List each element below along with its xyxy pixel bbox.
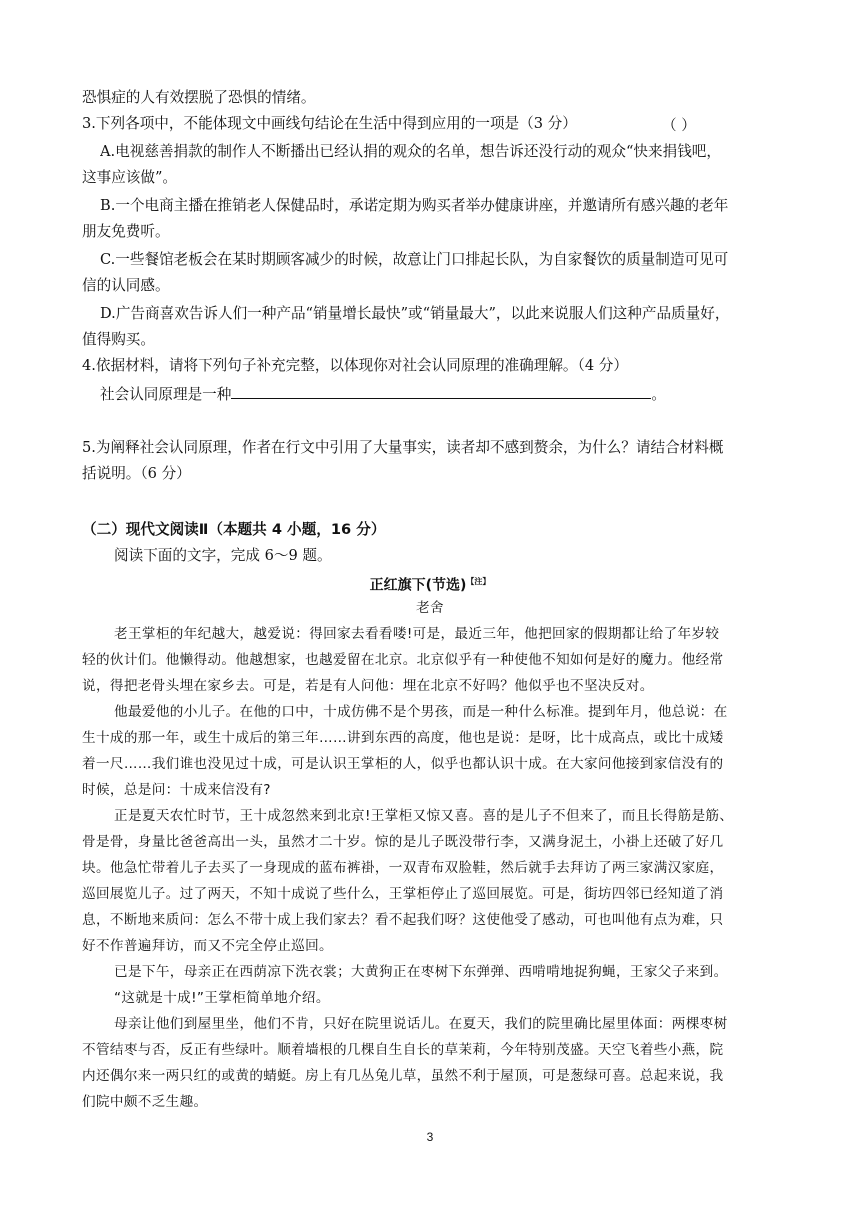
q5-line1: 5.为阐释社会认同原理，作者在行文中引用了大量事实，读者却不感到赘余，为什么？请结合材料概: [82, 439, 724, 456]
passage-line: 们院中颇不乏生趣。: [82, 1094, 208, 1110]
q3-option-d-line2: 值得购买。: [82, 331, 155, 348]
passage-line: 巡回展览儿子。过了两天，不知十成说了些什么，王掌柜停止了巡回展览。可是，街坊四邻已经知道了消: [82, 886, 724, 902]
passage-line: 息，不断地来质问：怎么不带十成上我们家去？看不起我们呀？这使他受了感动，可也叫他有点为难，只: [82, 912, 724, 928]
passage-line: 母亲让他们到屋里坐，他们不肯，只好在院里说话儿。在夏天，我们的院里确比屋里体面：两棵枣树: [114, 1016, 728, 1032]
passage-line: 骨是骨，身量比爸爸高出一头，虽然才二十岁。惊的是儿子既没带行李，又满身泥土，小褂上还破了好几: [82, 834, 724, 850]
passage-line: 块。他急忙带着儿子去买了一身现成的蓝布裤褂，一双青布双脸鞋，然后就手去拜访了两三家满汉家庭，: [82, 860, 724, 876]
passage-line: 内还偶尔来一两只红的或黄的蜻蜓。房上有几丛兔儿草，虽然不利于屋顶，可是葱绿可喜。总起来说，我: [82, 1068, 724, 1084]
q3-stem: 3.下列各项中，不能体现文中画线句结论在生活中得到应用的一项是（3 分）: [82, 115, 577, 132]
passage-title-note: 【注】: [466, 577, 491, 586]
q4-answer-underline: [231, 384, 651, 399]
section2-instruction: 阅读下面的文字，完成 6～9 题。: [114, 547, 332, 564]
passage-line: 说，得把老骨头埋在家乡去。可是，若是有人问他：埋在北京不好吗？他似乎也不坚决反对。: [82, 678, 654, 694]
passage-line: 他最爱他的小儿子。在他的口中，十成仿佛不是个男孩，而是一种什么标准。提到年月，他总说：在: [114, 704, 728, 720]
q3-option-c-line2: 信的认同感。: [82, 277, 170, 294]
passage-line: 着一尺……我们谁也没见过十成，可是认识王掌柜的人，似乎也都认识十成。在大家问他接到家信没有的: [82, 756, 724, 772]
q3-answer-blank: （ ）: [662, 117, 696, 134]
q4-stem: 4.依据材料，请将下列句子补充完整，以体现你对社会认同原理的准确理解。（4 分）: [82, 357, 628, 374]
q3-option-a-line2: 这事应该做”。: [82, 169, 178, 186]
passage-title-text: 正红旗下(节选): [369, 577, 467, 594]
q4-fill-line: [100, 384, 782, 405]
passage-line: “这就是十成!”王掌柜简单地介绍。: [114, 990, 330, 1006]
passage-line: 已是下午，母亲正在西荫凉下洗衣裳；大黄狗正在枣树下东弹弹、西啃啃地捉狗蝇，王家父子来到。: [114, 964, 728, 980]
q3-option-d-line1: D.广告商喜欢告诉人们一种产品“销量增长最快”或“销量最大”，以此来说服人们这种产品质量好，: [100, 305, 730, 322]
q3-option-b-line1: B.一个电商主播在推销老人保健品时，承诺定期为购买者举办健康讲座，并邀请所有感兴趣的老年: [100, 197, 729, 214]
passage-line: 轻的伙计们。他懒得动。他越想家，也越爱留在北京。北京似乎有一种使他不知如何是好的魔力。他经常: [82, 652, 724, 668]
q3-option-b-line2: 朋友免费听。: [82, 223, 170, 240]
passage-line: 时候，总是问：十成来信没有?: [82, 782, 271, 798]
q3-option-c-line1: C.一些餐馆老板会在某时期顾客减少的时候，故意让门口排起长队，为自家餐饮的质量制造可见可: [100, 251, 729, 268]
q3-option-a-line1: A.电视慈善捐款的制作人不断播出已经认捐的观众的名单，想告诉还没行动的观众“快来捐钱吧，: [100, 143, 721, 160]
q4-suffix: 。: [651, 386, 666, 403]
passage-line: 不管结枣与否，反正有些绿叶。顺着墙根的几棵自生自长的草茉莉，今年特别茂盛。天空飞着些小燕，院: [82, 1042, 724, 1058]
section2-heading: （二）现代文阅读Ⅱ（本题共 4 小题，16 分）: [82, 521, 386, 538]
page-number: 3: [426, 1130, 434, 1144]
passage-line: 正是夏天农忙时节，王十成忽然来到北京!王掌柜又惊又喜。喜的是儿子不但来了，而且长得筋是筋、: [114, 808, 734, 824]
passage-author: 老舍: [416, 600, 444, 616]
q2-tail-text: 恐惧症的人有效摆脱了恐惧的情绪。: [82, 89, 316, 106]
passage-line: 生十成的那一年，或生十成后的第三年……讲到东西的高度，他也是说：是呀，比十成高点，或比十成矮: [82, 730, 724, 746]
passage-title: [0, 572, 860, 596]
q5-line2: 括说明。（6 分）: [82, 465, 191, 482]
passage-line: 老王掌柜的年纪越大，越爱说：得回家去看看喽!可是，最近三年，他把回家的假期都让给了年岁较: [114, 626, 720, 642]
passage-line: 好不作普遍拜访，而又不完全停止巡回。: [82, 938, 333, 954]
q4-prefix: 社会认同原理是一种: [100, 386, 232, 403]
